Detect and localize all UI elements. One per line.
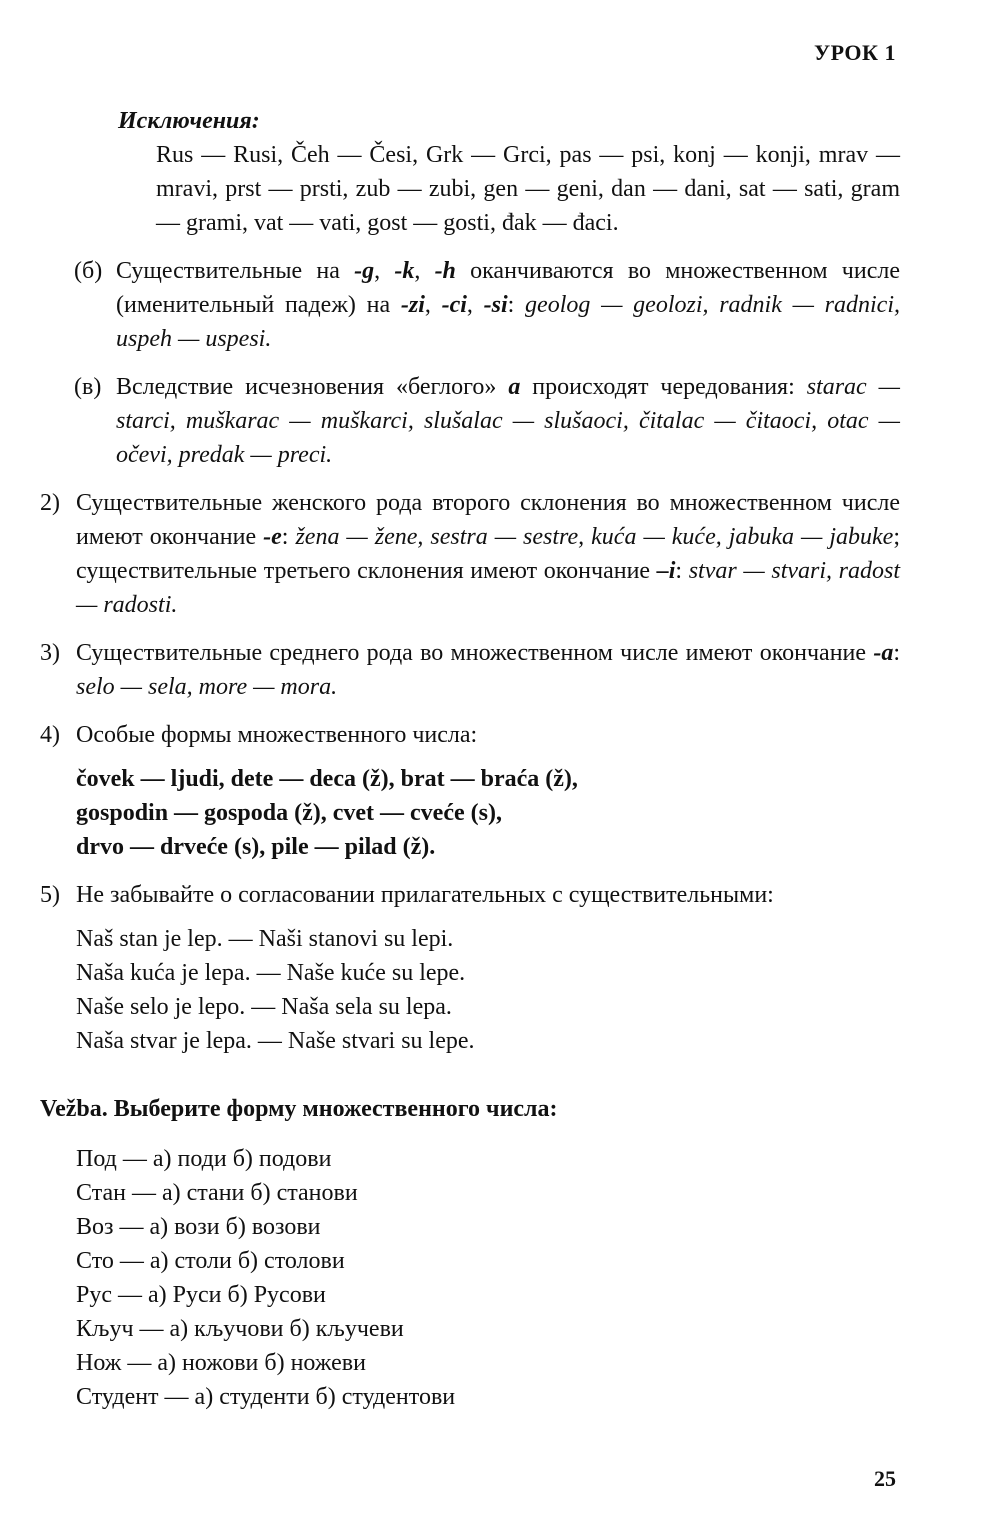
agreement-example-line: Naša kuća je lepa. — Naše kuće su lepe. bbox=[76, 960, 466, 986]
exercise-item: Под — а) поди б) подови bbox=[76, 1146, 332, 1172]
rule-4 bbox=[40, 718, 900, 752]
exercise-item: Студент — а) студенти б) студентови bbox=[76, 1384, 456, 1410]
rule-v bbox=[74, 370, 900, 472]
rule-2-marker: 2) bbox=[40, 490, 60, 516]
agreement-example-line: Naš stan je lep. — Naši stanovi su lepi. bbox=[76, 926, 454, 952]
rule-b bbox=[74, 254, 900, 356]
exceptions-title: Исключения: bbox=[118, 108, 260, 134]
rule-2-text: Существительные женского рода второго склонения во множественном числе имеют окончание -e: žena — žene, sestra — sestre, kuća — kuće, jabuka — jabuke; существительные третьего склонения имеют окончание –i: stvar — stvari, radost — radosti. bbox=[76, 490, 901, 618]
rule-4-marker: 4) bbox=[40, 722, 60, 748]
rule-b-marker: (б) bbox=[74, 258, 103, 284]
rule-3 bbox=[40, 636, 900, 704]
special-form-line: drvo — drveće (s), pile — pilad (ž). bbox=[76, 834, 436, 860]
rule-v-text: Вследствие исчезновения «беглого» a происходят чередования: starac — starci, muškarac — muškarci, slušalac — slušaoci, čitalac — čitaoci, otac — očevi, predak — preci. bbox=[116, 374, 900, 468]
exercise-item: Сто — а) столи б) столови bbox=[76, 1248, 345, 1274]
special-plural-forms bbox=[76, 762, 900, 864]
page-header: УРОК 1 bbox=[813, 40, 896, 65]
agreement-example-line: Naše selo je lepo. — Naša sela su lepa. bbox=[76, 994, 452, 1020]
exceptions-text: Rus — Rusi, Čeh — Česi, Grk — Grci, pas — psi, konj — konji, mrav — mravi, prst — prsti, zub — zubi, gen — geni, dan — dani, sat — sati, gram — grami, vat — vati, gost — gosti, đak — đaci. bbox=[156, 142, 900, 236]
special-form-line: čovek — ljudi, dete — deca (ž), brat — braća (ž), bbox=[76, 766, 578, 792]
page-content bbox=[40, 104, 900, 1414]
rule-b-text: Существительные на -g, -k, -h оканчиваются во множественном числе (именительный падеж) на -zi, -ci, -si: geolog — geolozi, radnik — radnici, uspeh — uspesi. bbox=[116, 258, 901, 352]
rule-5-marker: 5) bbox=[40, 882, 60, 908]
exercise-item: Воз — а) вози б) возови bbox=[76, 1214, 321, 1240]
rule-3-marker: 3) bbox=[40, 640, 60, 666]
agreement-examples bbox=[76, 922, 900, 1058]
rule-5-text: Не забывайте о согласовании прилагательных с существительными: bbox=[76, 882, 774, 908]
agreement-example-line: Naša stvar je lepa. — Naše stvari su lepe. bbox=[76, 1028, 475, 1054]
rule-v-marker: (в) bbox=[74, 374, 102, 400]
exercise-item: Стан — а) стани б) станови bbox=[76, 1180, 358, 1206]
exercise-list bbox=[76, 1142, 900, 1414]
special-form-line: gospodin — gospoda (ž), cvet — cveće (s), bbox=[76, 800, 502, 826]
exercise-item: Нож — а) ножови б) ножеви bbox=[76, 1350, 366, 1376]
rule-4-text: Особые формы множественного числа: bbox=[76, 722, 478, 748]
rule-5 bbox=[40, 878, 900, 912]
rule-b-examples: geolog — geolozi, radnik — radnici, uspeh — uspesi. bbox=[116, 292, 901, 352]
exercise-title: Vežba. Выберите форму множественного числа: bbox=[40, 1096, 558, 1122]
page-number: 25 bbox=[874, 1466, 896, 1491]
exercise-item: Кључ — а) кључови б) кључеви bbox=[76, 1316, 404, 1342]
rule-2 bbox=[40, 486, 900, 622]
exercise-item: Рус — а) Руси б) Русови bbox=[76, 1282, 326, 1308]
rule-3-text: Существительные среднего рода во множественном числе имеют окончание -a: selo — sela, more — mora. bbox=[76, 640, 900, 700]
rule-v-examples: starac — starci, muškarac — muškarci, slušalac — slušaoci, čitalac — čitaoci, otac — očevi, predak — preci. bbox=[116, 374, 900, 468]
